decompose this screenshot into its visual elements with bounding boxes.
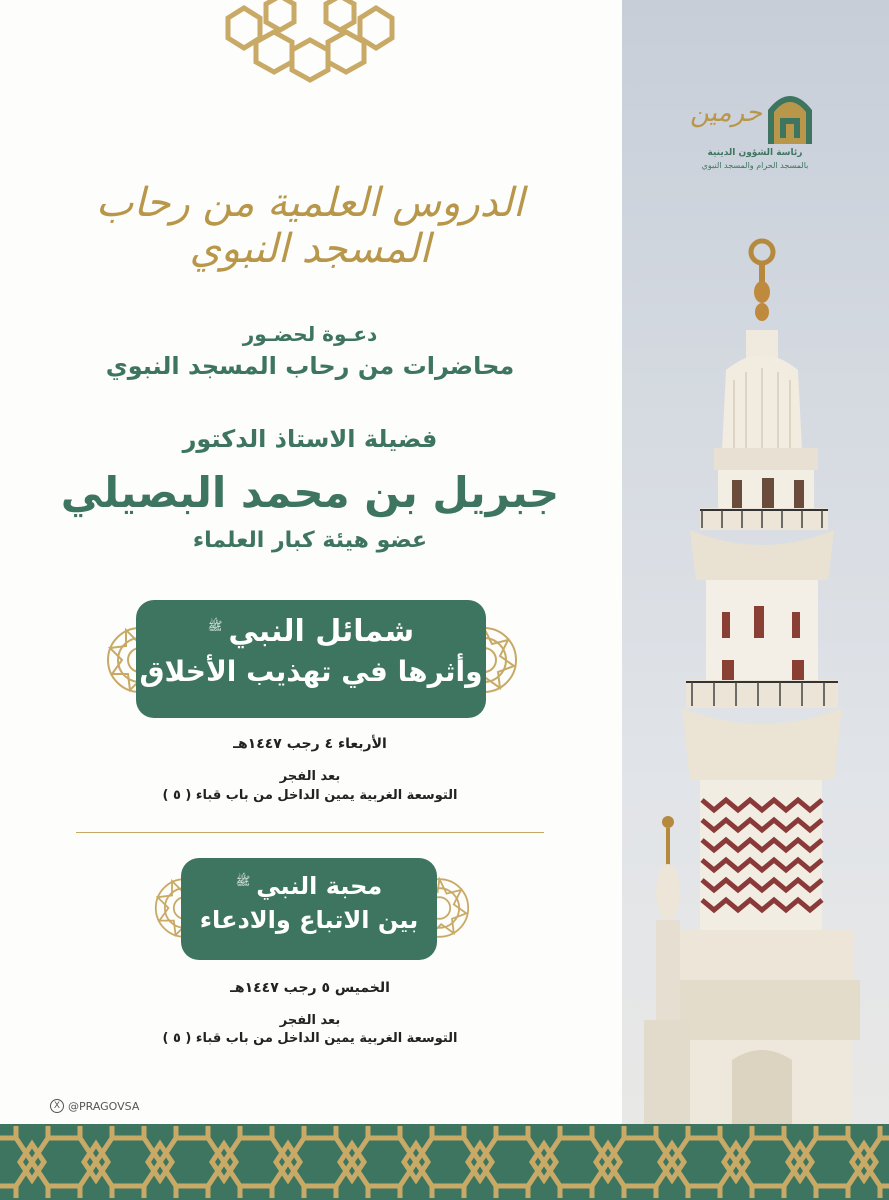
section-divider xyxy=(76,832,544,833)
lecture-1-time: بعد الفجر xyxy=(279,769,341,784)
lecture-2-location: التوسعة الغربية يمين الداخل من باب قباء ( ٥ ) xyxy=(162,1031,458,1046)
geometric-ornament-icon xyxy=(220,0,400,92)
pbuh-glyph: ﷺ xyxy=(235,874,251,888)
invitation-line-1: دعـوة لحضـور xyxy=(242,322,378,346)
lecture-2-title-text: محبة النبي xyxy=(256,872,383,900)
lecture-2-banner xyxy=(181,858,437,960)
lecture-1-date: الأربعاء ٤ رجب ١٤٤٧هـ xyxy=(233,736,387,752)
speaker-title: عضو هيئة كبار العلماء xyxy=(192,528,428,553)
geometric-band-icon xyxy=(0,1124,889,1200)
speaker-name: جبريل بن محمد البصيلي xyxy=(60,468,560,517)
logo-wordmark: حرمين xyxy=(690,98,762,128)
calligraphy-title: الدروس العلمية من رحاب المسجد النبوي xyxy=(95,180,525,272)
logo-line-2: بالمسجد الحرام والمسجد النبوي xyxy=(701,161,809,170)
lecture-2-date: الخميس ٥ رجب ١٤٤٧هـ xyxy=(230,980,390,996)
invitation-line-2: محاضرات من رحاب المسجد النبوي xyxy=(105,352,515,380)
logo-line-1: رئاسة الشؤون الدينية xyxy=(707,148,803,158)
lecture-1-title-text: شمائل النبي xyxy=(228,614,415,649)
lecture-2-time: بعد الفجر xyxy=(279,1013,341,1028)
lecture-1-location: التوسعة الغربية يمين الداخل من باب قباء ( ٥ ) xyxy=(162,788,458,803)
lecture-2-title-line2: بين الاتباع والادعاء xyxy=(199,906,419,934)
social-handle[interactable] xyxy=(50,1099,139,1113)
lecture-1-title-line1 xyxy=(136,614,486,649)
pbuh-glyph: ﷺ xyxy=(207,619,223,633)
harameen-logo xyxy=(690,88,830,178)
lecture-2-title-line1 xyxy=(181,872,437,900)
lecture-1-banner xyxy=(136,600,486,718)
mosque-emblem-icon xyxy=(764,88,816,146)
x-icon: X xyxy=(50,1099,64,1113)
speaker-honorific: فضيلة الاستاذ الدكتور xyxy=(182,425,438,453)
lecture-1-title-line2: وأثرها في تهذيب الأخلاق xyxy=(139,655,483,688)
footer-pattern xyxy=(0,1124,889,1200)
social-handle-text: @PRAGOVSA xyxy=(68,1099,140,1113)
